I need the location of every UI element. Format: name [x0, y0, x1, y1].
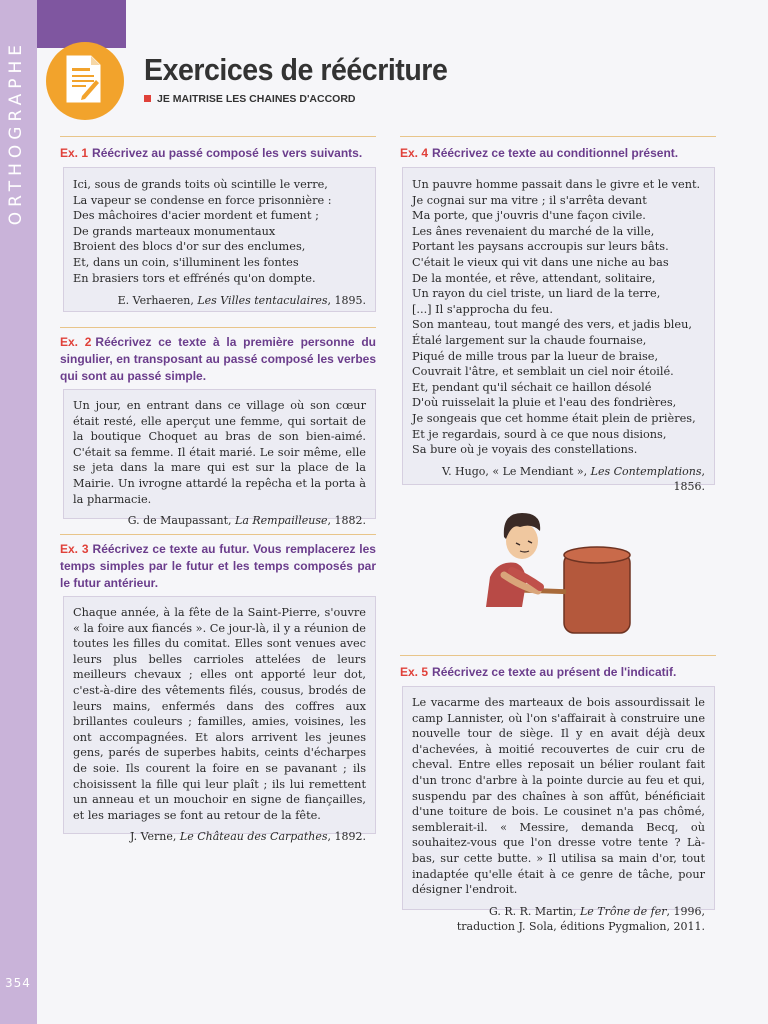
- boy-with-mallet-illustration: [482, 505, 632, 644]
- poem-line: [...] Il s'approcha du feu.: [412, 302, 553, 316]
- poem-line: Ma porte, que j'ouvris d'une façon civile.: [412, 209, 646, 223]
- poem-line: Portant les paysans accroupis sur leurs bâts.: [412, 240, 669, 254]
- poem-line: De grands marteaux monumentaux: [73, 224, 276, 238]
- poem-line: Piqué de mille trous par la lueur de braise,: [412, 349, 659, 363]
- translation-credit: traduction J. Sola, éditions Pygmalion, 2011.: [456, 919, 705, 933]
- exercise-2-heading: Ex. 2 Réécrivez ce texte à la première personne du singulier, en transposant au passé composé les verbes qui sont au passé simple.: [60, 335, 376, 383]
- poem-line: Et, pendant qu'il séchait ce haillon désolé: [412, 380, 652, 394]
- poem-line: La vapeur se condense en force prisonnière :: [73, 193, 332, 207]
- divider: [60, 534, 376, 535]
- divider: [400, 136, 716, 137]
- page-number: 354: [5, 976, 31, 990]
- exercise-1-text-box: [63, 167, 376, 312]
- poem-line: Des mâchoires d'acier mordent et fument ;: [73, 209, 319, 223]
- source-credit: E. Verhaeren, Les Villes tentaculaires, 1895.: [117, 294, 366, 308]
- poem-line: Un pauvre homme passait dans le givre et le vent.: [412, 178, 701, 191]
- exercise-3-heading: Ex. 3 Réécrivez ce texte au futur. Vous remplacerez les temps simples par le futur et les temps composés par le futur antérieur.: [60, 542, 376, 590]
- exercise-5-text: Le vacarme des marteaux de bois assourdissait le camp Lannister, où l'on s'affairait à construire une nouvelle tour de siège. Il y en avait déjà deux d'achevées, à moitié recouvertes de cuir cru de cheval. Entre elles reposait un bélier roulant fait d'un tronc d'arbre à la pointe durcie au feu et qui, suspendu par des chaînes à son affût, bénéficiait d'une toiture de bois. Le cousinet n'a pas chômé, semblerait-il. « Messire, demanda Becq, où souhaitez-vous que l'on dresse votre tente ? Là-bas, sur cette butte. » Il utilisa sa main d'or, tout inadaptée qu'elle était à ce genre de tâche, pour désigner l'endroit.: [412, 696, 705, 897]
- divider: [60, 136, 376, 137]
- source-credit: V. Hugo, « Le Mendiant », Les Contemplations, 1856.: [442, 464, 705, 493]
- page-subtitle: JE MAITRISE LES CHAINES D'ACCORD: [144, 93, 356, 105]
- vertical-section-title: ORTHOGRAPHE: [6, 40, 26, 226]
- source-credit: G. de Maupassant, La Rempailleuse, 1882.: [127, 514, 366, 528]
- poem-line: Étalé largement sur la chaude fournaise,: [412, 333, 647, 347]
- divider: [400, 655, 716, 656]
- source-credit: G. R. R. Martin, Le Trône de fer, 1996,: [488, 904, 705, 918]
- exercise-5-text-box: [402, 686, 715, 933]
- exercise-3-text-box: [63, 596, 376, 844]
- source-credit: J. Verne, Le Château des Carpathes, 1892.: [130, 830, 366, 844]
- poem-line: Je cognai sur ma vitre ; il s'arrêta devant: [412, 193, 647, 207]
- exercise-3-text: Chaque année, à la fête de la Saint-Pierre, s'ouvre « la foire aux fiancés ». Ce jour-là, il y a réunion de toutes les filles du comitat. Elles sont venues avec leurs plus belles carrioles attelées de leurs meilleurs chevaux ; elles ont apporté leur dot, c'est-à-dire des vêtements filés, cousus, brodés de leurs mains, enfermés dans des coffres aux brillantes couleurs ; familles, amies, voisines, les ont accompagnées. Et alors arrivent les jeunes gens, parés de superbes habits, ceints d'écharpes de soie. Ils courent la foire en se pavanant ; ils choisissent la fille qui leur plaît ; ils lui remettent un anneau et un mouchoir en signe de fiançailles, et les mariages se font au retour de la fête.: [73, 606, 366, 822]
- poem-line: Et, dans un coin, s'illuminent les fontes: [73, 255, 299, 269]
- poem-line: Broient des blocs d'or sur des enclumes,: [73, 240, 306, 254]
- poem-line: Ici, sous de grands toits où scintille le verre,: [73, 178, 328, 191]
- exercise-2-text-box: [63, 389, 376, 528]
- poem-line: Je songeais que cet homme était plein de prières,: [412, 411, 696, 425]
- poem-line: De la montée, et rêve, attendant, solitaire,: [412, 271, 656, 285]
- document-pencil-icon: [46, 42, 124, 120]
- exercise-1-heading: Ex. 1 Réécrivez au passé composé les vers suivants.: [60, 146, 363, 160]
- poem-line: Son manteau, tout mangé des vers, et jadis bleu,: [412, 318, 692, 332]
- poem-line: Couvrait l'âtre, et semblait un ciel noir étoilé.: [412, 365, 674, 379]
- poem-line: Et je regardais, sourd à ce que nous disions,: [412, 427, 667, 441]
- sidebar-top-band: [37, 0, 126, 48]
- poem-line: Sa bure où je voyais des constellations.: [412, 443, 638, 457]
- exercise-4-heading: Ex. 4 Réécrivez ce texte au conditionnel présent.: [400, 146, 679, 160]
- exercise-4-text-box: [402, 167, 715, 493]
- poem-line: En brasiers tors et effrénés qu'on dompte.: [73, 271, 316, 285]
- bullet-square-icon: [144, 95, 151, 102]
- poem-line: Un rayon du ciel triste, un liard de la terre,: [412, 287, 661, 301]
- poem-line: Les ânes revenaient du marché de la ville,: [412, 224, 655, 238]
- poem-line: C'était le vieux qui vit dans une niche au bas: [412, 255, 669, 269]
- exercise-5-heading: Ex. 5 Réécrivez ce texte au présent de l'indicatif.: [400, 665, 677, 679]
- page-title: Exercices de réécriture: [144, 52, 448, 87]
- divider: [60, 327, 376, 328]
- exercise-2-text: Un jour, en entrant dans ce village où son cœur était resté, elle aperçut une femme, qui sortait de la boutique Choquet au bras de son bien-aimé. C'était sa femme. Il était marié. Le soir même, elle se jeta dans la mare qui est sur la place de la Mairie. Un ivrogne attardé la repêcha et la porta à la pharmacie.: [73, 399, 366, 506]
- poem-line: D'où ruisselait la pluie et l'eau des fondrières,: [412, 396, 677, 410]
